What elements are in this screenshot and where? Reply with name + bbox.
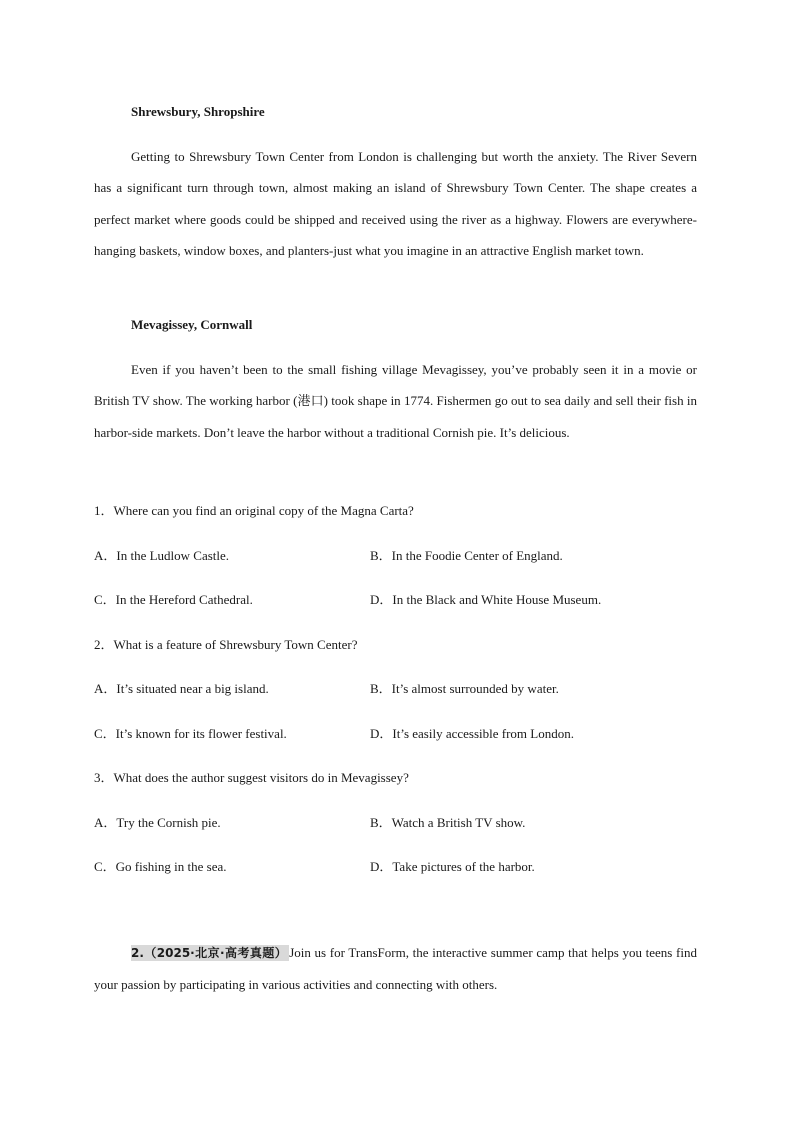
question-2-option-a[interactable]: A．It’s situated near a big island.	[94, 681, 269, 696]
question-2-option-b[interactable]: B．It’s almost surrounded by water.	[370, 681, 559, 696]
question-2-stem: 2．What is a feature of Shrewsbury Town Center?	[94, 637, 358, 652]
question-1-option-c[interactable]: C．In the Hereford Cathedral.	[94, 592, 253, 607]
question-3-option-a[interactable]: A．Try the Cornish pie.	[94, 815, 221, 830]
question-2-option-d[interactable]: D．It’s easily accessible from London.	[370, 726, 574, 741]
question-1-stem: 1．Where can you find an original copy of the Magna Carta?	[94, 503, 414, 518]
passage-2-text: Join us for TransForm, the interactive summer camp that helps you teens find your passion by participating in various activities and connecting with others.	[94, 945, 697, 992]
question-3-stem: 3．What does the author suggest visitors do in Mevagissey?	[94, 770, 409, 785]
question-1-option-b[interactable]: B．In the Foodie Center of England.	[370, 548, 563, 563]
question-3-option-c[interactable]: C．Go fishing in the sea.	[94, 859, 227, 874]
question-3-option-d[interactable]: D．Take pictures of the harbor.	[370, 859, 535, 874]
section-heading-mevagissey: Mevagissey, Cornwall	[131, 317, 253, 332]
question-3-option-b[interactable]: B．Watch a British TV show.	[370, 815, 526, 830]
section-heading-shrewsbury: Shrewsbury, Shropshire	[131, 104, 265, 119]
paragraph-mevagissey: Even if you haven’t been to the small fishing village Mevagissey, you’ve probably seen it in a movie or British TV show. The working harbor (港口) took shape in 1774. Fishermen go out to sea daily and sell their fish in harbor-side markets. Don’t leave the harbor without a traditional Cornish pie. It’s delicious.	[94, 362, 697, 440]
question-1-option-a[interactable]: A．In the Ludlow Castle.	[94, 548, 230, 563]
question-1-option-d[interactable]: D．In the Black and White House Museum.	[370, 592, 602, 607]
exam-source-tag: 2.（2025·北京·高考真题）	[131, 946, 288, 960]
paragraph-shrewsbury: Getting to Shrewsbury Town Center from London is challenging but worth the anxiety. The River Severn has a significant turn through town, almost making an island of Shrewsbury Town Center. The shape creates a perfect market where goods could be shipped and received using the river as a highway. Flowers are everywhere-hanging baskets, window boxes, and planters-just what you imagine in an attractive English market town.	[94, 149, 697, 258]
question-2-option-c[interactable]: C．It’s known for its flower festival.	[94, 726, 287, 741]
passage-2-intro	[94, 937, 697, 1001]
